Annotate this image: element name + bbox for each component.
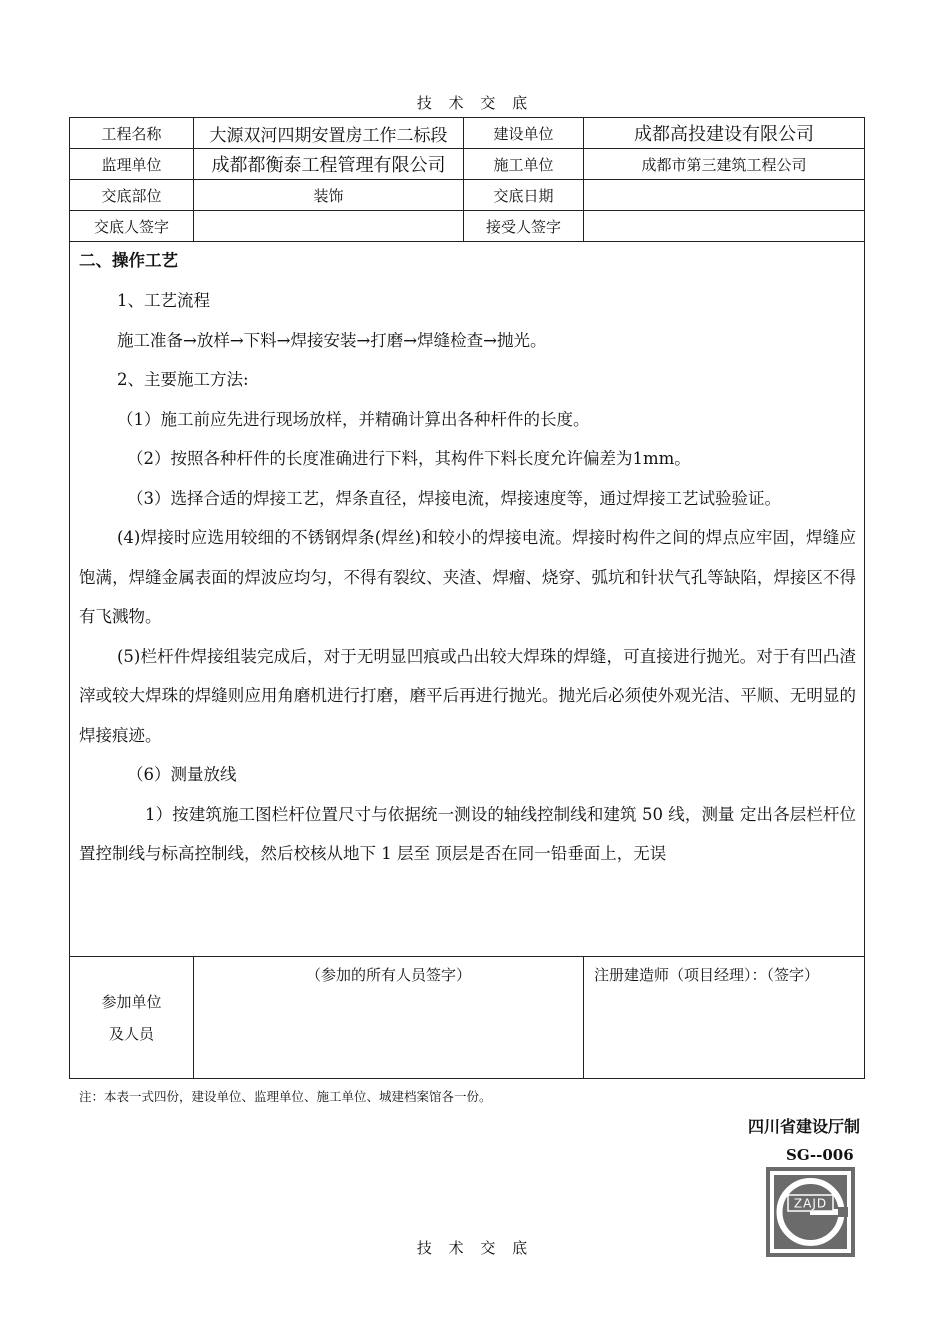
engineer-sign-area	[584, 957, 865, 1079]
content-cell	[70, 242, 865, 957]
project-name-value: 大源双河四期安置房工作二标段	[194, 118, 464, 149]
form-row-signoff	[70, 957, 865, 1079]
paragraph	[79, 795, 856, 874]
disclosure-form	[69, 117, 865, 1079]
section-heading: 二、操作工艺	[79, 251, 178, 270]
form-row-part	[70, 180, 865, 211]
form-row-content	[70, 242, 865, 957]
giver-sign-label: 交底人签字	[70, 211, 194, 242]
logo-text: ZAJD	[793, 1196, 828, 1211]
part-label: 交底部位	[70, 180, 194, 211]
contractor-value: 成都市第三建筑工程公司	[584, 149, 865, 180]
form-row-project	[70, 118, 865, 149]
paragraph	[79, 637, 856, 756]
project-name-label: 工程名称	[70, 118, 194, 149]
paragraph: （3）选择合适的焊接工艺，焊条直径，焊接电流，焊接速度等，通过焊接工艺试验验证。	[127, 488, 781, 508]
part-value: 装饰	[194, 180, 464, 211]
supervisor-value: 成都都衡泰工程管理有限公司	[194, 149, 464, 180]
owner-value: 成都高投建设有限公司	[584, 118, 865, 149]
participants-label	[70, 957, 194, 1079]
participants-sign-area	[194, 957, 584, 1079]
giver-sign-value	[194, 211, 464, 242]
supervisor-label: 监理单位	[70, 149, 194, 180]
paragraph: 2、主要施工方法:	[117, 370, 249, 389]
contractor-label: 施工单位	[464, 149, 584, 180]
participants-label-line1: 参加单位	[101, 992, 162, 1011]
paragraph: 施工准备→放样→下料→焊接安装→打磨→焊缝检查→抛光。	[117, 330, 547, 350]
participants-note: （参加的所有人员签字）	[305, 966, 471, 984]
document-title-bottom: 技 术 交 底	[416, 1239, 534, 1257]
form-row-signatures	[70, 211, 865, 242]
paragraph-text: (5)栏杆件焊接组装完成后，对于无明显凹痕或凸出较大焊珠的焊缝，可直接进行抛光。对于有凹凸渣滓或较大焊珠的焊缝则应用角磨机进行打磨，磨平后再进行抛光。抛光后必须使外观光洁、平顺、无明显的焊接痕迹。	[79, 646, 856, 745]
form-code: SG--006	[786, 1146, 854, 1164]
date-label: 交底日期	[464, 180, 584, 211]
paragraph: （6）测量放线	[127, 765, 237, 784]
date-value	[584, 180, 865, 211]
engineer-note: 注册建造师（项目经理）：（签字）	[594, 966, 820, 984]
participants-label-line2: 及人员	[108, 1024, 154, 1043]
paragraph: （1）施工前应先进行现场放样，并精确计算出各种杆件的长度。	[117, 409, 590, 429]
document-title: 技 术 交 底	[416, 94, 534, 112]
issuer: 四川省建设厅制	[747, 1117, 860, 1136]
paragraph-text: (4)焊接时应选用较细的不锈钢焊条(焊丝)和较小的焊接电流。焊接时构件之间的焊点应牢固，焊缝应饱满，焊缝金属表面的焊波应均匀，不得有裂纹、夹渣、焊瘤、烧穿、弧坑和针状气孔等缺陷，焊接区不得有飞溅物。	[79, 528, 856, 626]
form-row-supervisor	[70, 149, 865, 180]
paragraph: （2）按照各种杆件的长度准确进行下料，其构件下料长度允许偏差为1mm。	[127, 449, 691, 468]
receiver-sign-value	[584, 211, 865, 242]
paragraph	[79, 518, 856, 637]
paragraph: 1、工艺流程	[117, 291, 210, 310]
paragraph-text: 1）按建筑施工图栏杆位置尺寸与依据统一测设的轴线控制线和建筑 50 线，测量 定出各层栏杆位置控制线与标高控制线，然后校核从地下 1 层至 顶层是否在同一铅垂面上，无误	[79, 804, 856, 863]
footer-note: 注：本表一式四份，建设单位、监理单位、施工单位、城建档案馆各一份。	[79, 1089, 492, 1104]
receiver-sign-label: 接受人签字	[464, 211, 584, 242]
owner-label: 建设单位	[464, 118, 584, 149]
content-body	[70, 242, 864, 874]
